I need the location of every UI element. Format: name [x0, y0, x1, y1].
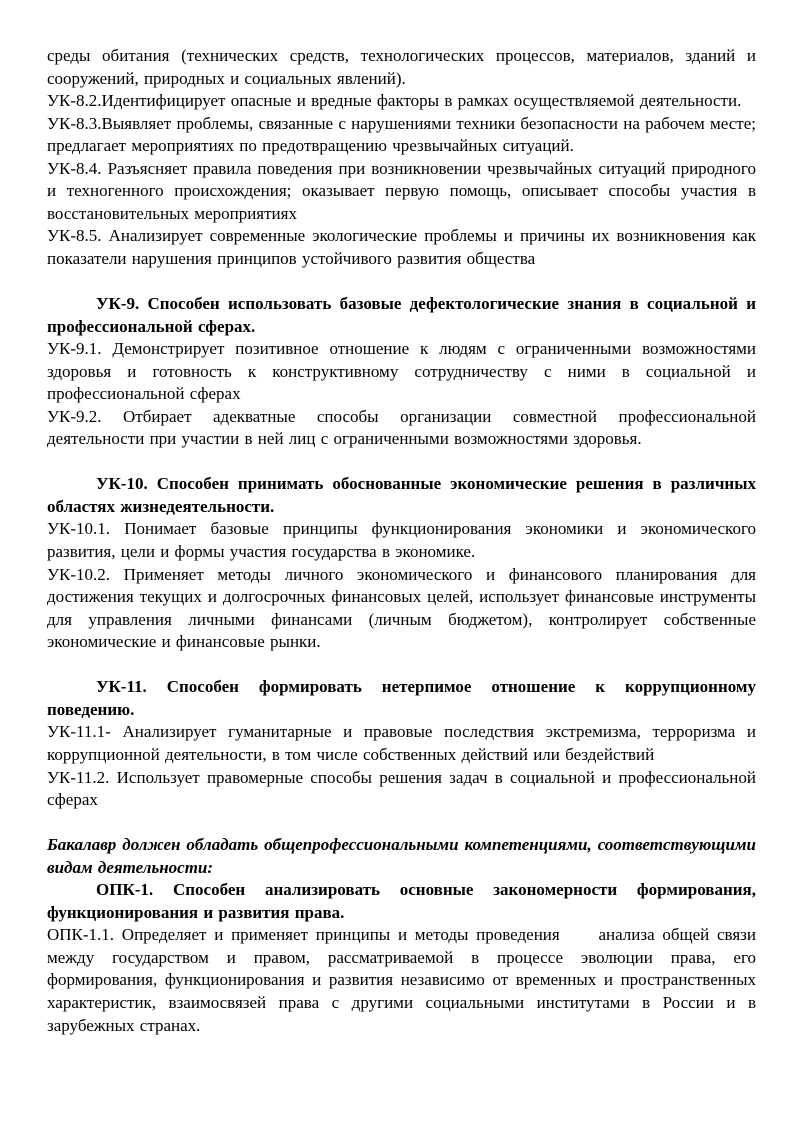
paragraph-opk-1-1: ОПК-1.1. Определяет и применяет принципы и методы проведения анализа общей связи между государством и правом, рассматриваемой в процессе эволюции права, его формирования, функционирования и развития независимо от временных и пространственных характеристик, взаимосвязей права с другими социальными институтами в России и в зарубежных странах.: [47, 925, 756, 1035]
paragraph-uk-8-2: УК-8.2.Идентифицирует опасные и вредные факторы в рамках осуществляемой деятельности.: [47, 91, 742, 111]
paragraph-uk-8-1-continuation: среды обитания (технических средств, технологических процессов, материалов, зданий и сооружений, природных и социальных явлений).: [47, 46, 756, 88]
paragraph-uk-11-1: УК-11.1- Анализирует гуманитарные и правовые последствия экстремизма, терроризма и коррупционной деятельности, в том числе собственных действий или бездействий: [47, 722, 756, 764]
paragraph-uk-10-1: УК-10.1. Понимает базовые принципы функционирования экономики и экономического развития, цели и формы участия государства в экономике.: [47, 519, 756, 562]
paragraph-uk-9-2: УК-9.2. Отбирает адекватные способы организации совместной профессиональной деятельности при участии в ней лиц с ограниченными возможностями здоровья.: [47, 406, 756, 449]
paragraph-uk-9-1: УК-9.1. Демонстрирует позитивное отношение к людям с ограниченными возможностями здоровья и готовность к конструктивному сотрудничеству с ними в социальной и профессиональной сферах: [47, 339, 756, 404]
paragraph-bachelor-opk-intro: Бакалавр должен обладать общепрофессиональными компетенциями, соответствующими видам деятельности:: [47, 835, 756, 877]
paragraph-uk-11-heading: УК-11. Способен формировать нетерпимое отношение к коррупционному поведению.: [47, 677, 756, 719]
paragraph-uk-11-2: УК-11.2. Использует правомерные способы решения задач в социальной и профессиональной сферах: [47, 767, 756, 810]
paragraph-uk-10-heading: УК-10. Способен принимать обоснованные экономические решения в различных областях жизнедеятельности.: [47, 474, 756, 516]
paragraph-uk-8-4: УК-8.4. Разъясняет правила поведения при возникновении чрезвычайных ситуаций природного и техногенного происхождения; оказывает первую помощь, описывает способы участия в восстановительных мероприятиях: [47, 158, 756, 223]
paragraph-uk-8-3: УК-8.3.Выявляет проблемы, связанные с нарушениями техники безопасности на рабочем месте; предлагает мероприятиях по предотвращению чрезвычайных ситуаций.: [47, 113, 756, 156]
paragraph-uk-10-2: УК-10.2. Применяет методы личного экономического и финансового планирования для достижения текущих и долгосрочных финансовых целей, использует финансовые инструменты для управления личными финансами (личным бюджетом), контролирует собственные экономические и финансовые рынки.: [47, 564, 756, 652]
paragraph-opk-1-heading: ОПК-1. Способен анализировать основные закономерности формирования, функционирования и развития права.: [47, 880, 756, 922]
document-body: [47, 45, 756, 1037]
paragraph-uk-8-5: УК-8.5. Анализирует современные экологические проблемы и причины их возникновения как показатели нарушения принципов устойчивого развития общества: [47, 226, 756, 268]
paragraph-uk-9-heading: УК-9. Способен использовать базовые дефектологические знания в социальной и профессиональной сферах.: [47, 294, 756, 336]
